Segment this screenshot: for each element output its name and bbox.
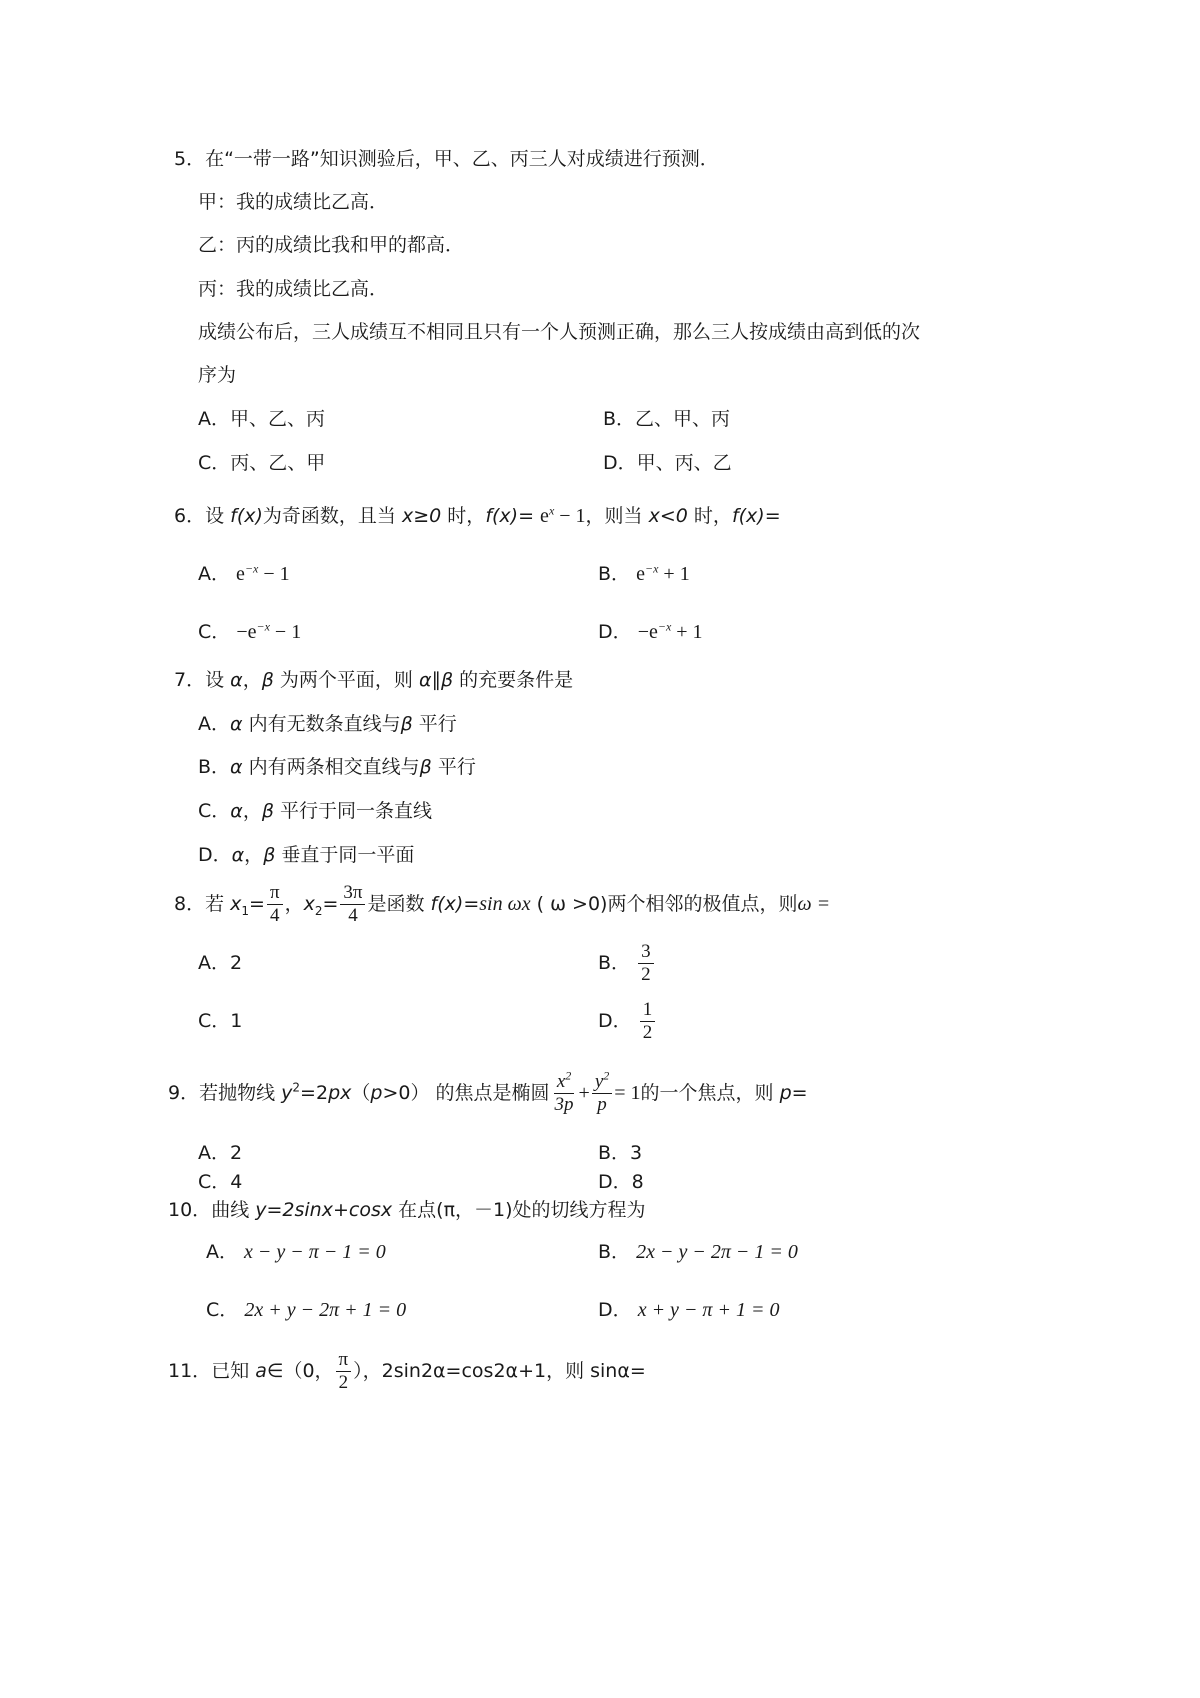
q6-t5: 时，	[693, 505, 732, 527]
q11-number: 11．	[168, 1360, 212, 1382]
q5-stem-text: 在“一带一路”知识测验后，甲、乙、丙三人对成绩进行预测．	[205, 148, 719, 170]
q6-option-a-expr	[236, 563, 290, 585]
q9-ellipse-num1	[554, 1068, 574, 1094]
q7-option-a-label: A．	[198, 713, 230, 735]
q8-option-d-fraction	[640, 999, 656, 1044]
q9-ellipse-num2-sup: 2	[603, 1068, 610, 1083]
q11-t1: 已知	[211, 1360, 250, 1382]
q7-t2: ，	[242, 669, 262, 691]
q6-option-c-pre: −e	[236, 621, 257, 643]
q8-comma: ，	[284, 893, 304, 915]
q9-ellipse-num2-y: y	[594, 1071, 604, 1092]
q6-option-b	[598, 561, 690, 587]
q8-omega-end: ω =	[797, 893, 831, 915]
q6-option-a-post: − 1	[258, 563, 290, 585]
q6-option-a-label: A．	[198, 563, 230, 585]
q8-frac2-den: 4	[348, 905, 358, 926]
q6-option-c	[198, 619, 301, 645]
q8-option-b-fraction	[638, 941, 654, 986]
q9-number: 9．	[168, 1082, 200, 1104]
q10-option-a-label: A．	[206, 1241, 238, 1263]
q7-option-c-label: C．	[198, 800, 231, 822]
q6-option-c-label: C．	[198, 621, 231, 643]
q9-cond-close: >0）	[382, 1082, 430, 1104]
q11-frac-num: π	[336, 1349, 352, 1372]
q6-expr-base: e	[540, 505, 549, 527]
q8-option-d	[598, 995, 657, 1047]
q11-t3: ），2sin2α=cos2α+1，则 sinα=	[353, 1360, 646, 1382]
q6-option-c-post: − 1	[269, 621, 302, 643]
q9-ellipse-num1-sup: 2	[565, 1068, 572, 1083]
q10-option-b-expr: 2x − y − 2π − 1 = 0	[636, 1241, 798, 1263]
q6-stem	[174, 503, 781, 529]
q10-option-c-expr: 2x + y − 2π + 1 = 0	[244, 1299, 407, 1321]
q9-option-a: A．2	[198, 1142, 243, 1164]
q7-option-d-alpha: α	[231, 844, 245, 866]
q7-option-a-end: 平行	[418, 713, 457, 735]
q5-option-c: C．丙、乙、甲	[198, 452, 326, 474]
q7-option-d-sep: ，	[244, 844, 264, 866]
q7-option-a	[198, 711, 457, 737]
q6-t2: 为奇函数，且当	[262, 505, 396, 527]
q6-option-b-sup: −x	[644, 561, 659, 576]
q6-option-d	[598, 619, 703, 645]
q8-option-d-label: D．	[598, 1010, 632, 1032]
q5-option-b: B．乙、甲、丙	[603, 408, 731, 430]
q7-option-b-label: B．	[198, 756, 231, 778]
q7-t3: 为两个平面，则	[279, 669, 413, 691]
q9-p-end: p=	[779, 1082, 808, 1104]
q10-equation: y=2sinx+cosx	[255, 1199, 393, 1221]
q5-option-a: A．甲、乙、丙	[198, 408, 325, 430]
q8-option-a: A．2	[198, 952, 243, 974]
q7-option-a-alpha: α	[230, 713, 243, 735]
q6-option-d-post: + 1	[671, 621, 703, 643]
q7-option-d-end: 垂直于同一平面	[281, 844, 415, 866]
q9-p: p	[370, 1082, 383, 1104]
q10-option-b-label: B．	[598, 1241, 631, 1263]
q8-cond: ( ω >0)	[536, 893, 608, 915]
q10-point: π，－1)	[443, 1199, 513, 1221]
q7-option-a-beta: β	[400, 713, 413, 735]
q8-eq2: =	[322, 893, 339, 915]
q7-option-c-alpha: α	[230, 800, 243, 822]
q8-number: 8．	[174, 893, 206, 915]
q7-option-b	[198, 754, 476, 780]
q7-option-b-mid: 内有两条相交直线与	[248, 756, 420, 778]
q7-stem	[174, 667, 573, 693]
q6-fx-eq: f(x)=	[485, 505, 534, 527]
q6-option-b-pre: e	[636, 563, 645, 585]
q10-option-d-expr: x + y − π + 1 = 0	[637, 1299, 780, 1321]
q6-t3: 时，	[447, 505, 486, 527]
q6-option-c-expr	[236, 621, 301, 643]
q8-option-c: C．1	[198, 1010, 243, 1032]
q9-stem	[168, 1067, 808, 1119]
q9-px: px	[328, 1082, 352, 1104]
q7-option-b-alpha: α	[230, 756, 243, 778]
q5-option-d: D．甲、丙、乙	[603, 452, 732, 474]
q10-option-c	[206, 1297, 406, 1323]
q6-fx: f(x)	[230, 505, 263, 527]
q7-option-d-label: D．	[198, 844, 232, 866]
q8-option-d-den: 2	[642, 1022, 653, 1043]
q7-option-d-beta: β	[263, 844, 276, 866]
q5-continuation-1: 成绩公布后，三人成绩互不相同且只有一个人预测正确，那么三人按成绩由高到低的次	[198, 321, 921, 343]
q7-alpha: α	[230, 669, 243, 691]
q6-option-b-expr	[636, 563, 690, 585]
q8-x2-sub: 2	[314, 903, 323, 918]
q8-option-b-label: B．	[598, 952, 631, 974]
q7-option-b-end: 平行	[437, 756, 476, 778]
q9-cond-open: （	[351, 1082, 371, 1104]
q8-frac2-num: 3π	[340, 882, 365, 905]
q5-continuation-2: 序为	[198, 364, 237, 386]
q5-statement-yi: 乙：丙的成绩比我和甲的都高．	[198, 234, 465, 256]
q10-option-b	[598, 1239, 798, 1265]
q6-fx-end: f(x)=	[731, 505, 781, 527]
q9-ellipse-frac1	[552, 1068, 577, 1116]
q11-fraction-pi-2	[336, 1349, 352, 1394]
q10-option-d-label: D．	[598, 1299, 632, 1321]
q8-sin: sin ωx	[479, 893, 531, 915]
q11-a: a	[255, 1360, 267, 1382]
q8-option-b-den: 2	[641, 964, 651, 985]
q9-ellipse-num1-x: x	[556, 1071, 566, 1092]
q6-expression	[540, 505, 586, 527]
q9-t1: 若抛物线	[199, 1082, 276, 1104]
q6-option-a-sup: −x	[244, 561, 259, 576]
q7-option-c-beta: β	[261, 800, 274, 822]
q5-statement-bing: 丙：我的成绩比乙高．	[198, 278, 389, 300]
q7-option-b-beta: β	[419, 756, 432, 778]
q5-number: 5．	[174, 148, 206, 170]
q10-t2: 在点(	[398, 1199, 444, 1221]
q7-option-d	[198, 842, 414, 868]
q7-parallel: α∥β	[418, 669, 454, 691]
q10-t3: 处的切线方程为	[512, 1199, 646, 1221]
q6-cond1: x≥0	[401, 505, 442, 527]
q9-ellipse-den1: 3p	[554, 1094, 574, 1115]
q8-t1: 若	[205, 893, 225, 915]
q9-option-c: C．4	[198, 1171, 243, 1193]
q9-plus: +	[578, 1082, 590, 1104]
q10-stem	[168, 1197, 646, 1223]
q6-expr-sup: x	[548, 503, 555, 518]
q8-eq1: =	[249, 893, 265, 915]
q10-option-c-label: C．	[206, 1299, 239, 1321]
q7-t4: 的充要条件是	[459, 669, 574, 691]
q10-option-d	[598, 1297, 779, 1323]
q5-statement-jia: 甲：我的成绩比乙高．	[198, 191, 389, 213]
q6-cond2: x<0	[648, 505, 688, 527]
q8-option-b	[598, 937, 656, 989]
q6-option-a	[198, 561, 290, 587]
q10-number: 10．	[168, 1199, 212, 1221]
q8-fraction-pi-4	[267, 882, 283, 927]
q7-t1: 设	[205, 669, 225, 691]
q7-option-c	[198, 798, 432, 824]
q9-option-b: B．3	[598, 1142, 643, 1164]
q11-t2: ∈（0，	[266, 1360, 334, 1382]
q8-option-d-num: 1	[640, 999, 656, 1022]
q7-beta: β	[261, 669, 274, 691]
q6-option-d-pre: −e	[637, 621, 658, 643]
q8-frac1-num: π	[267, 882, 283, 905]
q10-option-a-expr: x − y − π − 1 = 0	[244, 1241, 386, 1263]
q9-eq1: = 1	[614, 1082, 641, 1104]
q8-x1: x	[230, 893, 242, 915]
q6-t4: ，则当	[585, 505, 643, 527]
q8-x2: x	[303, 893, 315, 915]
q9-ellipse-den2: p	[597, 1094, 607, 1115]
q7-option-a-mid: 内有无数条直线与	[248, 713, 401, 735]
q9-ellipse-frac2	[592, 1068, 612, 1116]
q11-frac-den: 2	[338, 1372, 349, 1393]
q11-stem	[168, 1345, 646, 1397]
q8-t2: 是函数	[367, 893, 425, 915]
q6-option-b-label: B．	[598, 563, 631, 585]
q9-t3: 的一个焦点，则	[640, 1082, 774, 1104]
q8-frac1-den: 4	[270, 905, 280, 926]
q8-fraction-3pi-4	[340, 882, 365, 927]
q7-option-c-sep: ，	[242, 800, 262, 822]
q6-number: 6．	[174, 505, 206, 527]
q10-option-a	[206, 1239, 386, 1265]
q8-stem	[174, 880, 830, 928]
q7-option-c-end: 平行于同一条直线	[280, 800, 433, 822]
q10-t1: 曲线	[211, 1199, 250, 1221]
q9-y: y	[281, 1082, 293, 1104]
q6-option-d-label: D．	[598, 621, 632, 643]
q6-expr-tail: − 1	[554, 505, 586, 527]
q8-fx: f(x)	[430, 893, 464, 915]
q9-t2: 的焦点是椭圆	[435, 1082, 550, 1104]
q8-x1-sub: 1	[241, 903, 250, 918]
q6-t1: 设	[205, 505, 225, 527]
q9-ellipse-num2	[592, 1068, 612, 1094]
q6-option-a-pre: e	[236, 563, 245, 585]
q9-option-d: D．8	[598, 1171, 644, 1193]
q6-option-c-sup: −x	[256, 619, 270, 634]
q5-stem	[174, 146, 719, 172]
q9-sup2: 2	[292, 1080, 301, 1095]
q8-option-b-num: 3	[638, 941, 654, 964]
q9-eq: =2	[300, 1082, 329, 1104]
q8-t3: 两个相邻的极值点，则	[607, 893, 798, 915]
q6-option-d-sup: −x	[657, 619, 672, 634]
q7-number: 7．	[174, 669, 206, 691]
q6-option-d-expr	[638, 621, 703, 643]
q8-eq3: =	[463, 893, 480, 915]
q6-option-b-post: + 1	[658, 563, 690, 585]
